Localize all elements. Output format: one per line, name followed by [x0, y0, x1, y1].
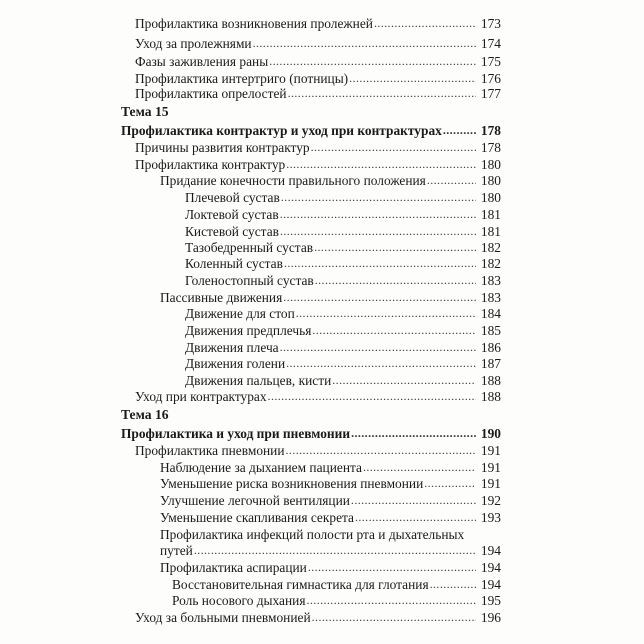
toc-entry-page: 182 — [480, 240, 501, 255]
dot-leader — [355, 510, 476, 525]
toc-entry-page: 194 — [480, 560, 501, 575]
toc-entry-title: Локтевой сустав — [185, 207, 279, 222]
toc-entry-title: Движение для стоп — [185, 306, 295, 321]
toc-entry-page: 196 — [480, 610, 501, 625]
toc-entry-title: Плечевой сустав — [185, 190, 280, 205]
toc-entry — [160, 541, 501, 558]
toc-entry-page: 191 — [480, 476, 501, 491]
toc-entry — [172, 575, 501, 592]
toc-entry-title: Уход за больными пневмонией — [135, 610, 311, 625]
toc-entry — [135, 387, 501, 404]
toc-entry-title: Придание конечности правильного положения — [160, 173, 426, 188]
section-heading: Тема 15 — [121, 104, 169, 119]
toc-entry — [135, 34, 501, 51]
dot-leader — [332, 373, 476, 388]
dot-leader — [286, 443, 476, 458]
toc-entry — [185, 238, 501, 255]
toc-entry-page: 173 — [480, 16, 501, 31]
toc-entry — [135, 138, 501, 155]
toc-entry-page: 178 — [480, 123, 501, 138]
toc-entry-page: 184 — [480, 306, 501, 321]
dot-leader — [281, 190, 476, 205]
toc-entry-title: путей — [160, 543, 193, 558]
section-heading: Тема 16 — [121, 407, 169, 422]
toc-entry-page: 180 — [480, 157, 501, 172]
toc-entry-page: 190 — [480, 426, 501, 441]
toc-entry-page: 178 — [480, 140, 501, 155]
toc-entry-page: 183 — [480, 290, 501, 305]
toc-entry — [160, 288, 501, 305]
toc-entry-page: 188 — [480, 389, 501, 404]
toc-entry-title: Движения предплечья — [185, 323, 312, 338]
toc-entry-title: Профилактика инфекций полости рта и дыхательных — [160, 527, 465, 542]
toc-entry — [160, 171, 501, 188]
toc-entry-page: 183 — [480, 273, 501, 288]
dot-leader — [312, 610, 476, 625]
dot-leader — [363, 460, 476, 475]
toc-entry-page: 185 — [480, 323, 501, 338]
toc-entry-title: Профилактика контрактур и уход при контрактурах — [121, 123, 442, 138]
toc-entry-title: Восстановительная гимнастика для глотания — [172, 577, 429, 592]
toc-entry — [185, 304, 501, 321]
toc-entry-page: 187 — [480, 356, 501, 371]
toc-entry-title: Тазобедренный сустав — [185, 240, 314, 255]
toc-entry — [160, 491, 501, 508]
toc-entry-title: Наблюдение за дыханием пациента — [160, 460, 362, 475]
toc-entry-page: 188 — [480, 373, 501, 388]
toc-entry — [135, 52, 501, 69]
toc-entry — [185, 371, 501, 388]
toc-entry-page: 180 — [480, 173, 501, 188]
toc-entry — [185, 321, 501, 338]
toc-entry — [172, 591, 501, 608]
dot-leader — [280, 207, 476, 222]
dot-leader — [307, 593, 477, 608]
toc-entry-title: Профилактика контрактур — [135, 157, 286, 172]
dot-leader — [280, 224, 476, 239]
toc-entry — [160, 458, 501, 475]
dot-leader — [269, 54, 476, 69]
toc-entry-title: Профилактика интертриго (потницы) — [135, 71, 349, 86]
toc-entry-page: 181 — [480, 224, 501, 239]
toc-entry-page: 175 — [480, 54, 501, 69]
toc-entry-title: Профилактика опрелостей — [135, 86, 287, 101]
toc-entry-page: 194 — [480, 543, 501, 558]
toc-entry-wrapped-first-line — [160, 525, 501, 542]
toc-entry-page: 191 — [480, 460, 501, 475]
dot-leader — [351, 493, 476, 508]
dot-leader — [253, 36, 476, 51]
dot-leader — [351, 426, 476, 441]
dot-leader — [284, 256, 476, 271]
toc-entry-title: Профилактика возникновения пролежней — [135, 16, 373, 31]
toc-entry-title: Движения голени — [185, 356, 286, 371]
toc-entry — [185, 205, 501, 222]
toc-entry-title: Кистевой сустав — [185, 224, 279, 239]
dot-leader — [314, 240, 476, 255]
toc-entry-page: 192 — [480, 493, 501, 508]
toc-entry-title: Профилактика и уход при пневмонии — [121, 426, 351, 441]
toc-entry-page: 180 — [480, 190, 501, 205]
dot-leader — [296, 306, 476, 321]
toc-entry — [160, 508, 501, 525]
dot-leader — [427, 173, 476, 188]
toc-entry — [135, 84, 501, 101]
toc-entry — [160, 558, 501, 575]
dot-leader — [283, 290, 476, 305]
toc-entry — [185, 254, 501, 271]
toc-entry — [185, 338, 501, 355]
dot-leader — [430, 577, 476, 592]
toc-entry-title: Движения пальцев, кисти — [185, 373, 332, 388]
toc-chapter — [121, 121, 501, 138]
toc-entry — [135, 14, 501, 31]
toc-entry-page: 194 — [480, 577, 501, 592]
toc-entry-title: Причины развития контрактур — [135, 140, 310, 155]
dot-leader — [194, 543, 476, 558]
dot-leader — [288, 86, 476, 101]
toc-entry-title: Улучшение легочной вентиляции — [160, 493, 350, 508]
toc-entry-page: 186 — [480, 340, 501, 355]
dot-leader — [280, 340, 476, 355]
toc-entry-page: 176 — [480, 71, 501, 86]
toc-entry-page: 193 — [480, 510, 501, 525]
toc-entry — [135, 155, 501, 172]
toc-entry-title: Профилактика аспирации — [160, 560, 307, 575]
dot-leader — [286, 157, 476, 172]
dot-leader — [311, 140, 476, 155]
toc-entry-title: Роль носового дыхания — [172, 593, 306, 608]
toc-entry — [135, 608, 501, 625]
toc-entry-title: Фазы заживления раны — [135, 54, 269, 69]
dot-leader — [443, 123, 476, 138]
toc-entry-title: Коленный сустав — [185, 256, 283, 271]
toc-chapter — [121, 424, 501, 441]
toc-entry-title: Голеностопный сустав — [185, 273, 314, 288]
toc-entry-page: 174 — [480, 36, 501, 51]
toc-entry-title: Уход за пролежнями — [135, 36, 252, 51]
dot-leader — [268, 389, 476, 404]
toc-entry-title: Движения плеча — [185, 340, 279, 355]
dot-leader — [315, 273, 476, 288]
toc-entry-page: 177 — [480, 86, 501, 101]
toc-entry-title: Уменьшение скапливания секрета — [160, 510, 354, 525]
dot-leader — [424, 476, 476, 491]
toc-entry-title: Профилактика пневмонии — [135, 443, 285, 458]
dot-leader — [312, 323, 476, 338]
dot-leader — [286, 356, 476, 371]
toc-entry-title: Пассивные движения — [160, 290, 283, 305]
toc-entry-page: 181 — [480, 207, 501, 222]
toc-entry-title: Уменьшение риска возникновения пневмонии — [160, 476, 424, 491]
toc-entry — [185, 188, 501, 205]
toc-entry-page: 195 — [480, 593, 501, 608]
toc-entry — [135, 441, 501, 458]
dot-leader — [374, 16, 476, 31]
toc-entry — [160, 474, 501, 491]
toc-entry-page: 182 — [480, 256, 501, 271]
toc-entry-title: Уход при контрактурах — [135, 389, 267, 404]
toc-entry — [185, 222, 501, 239]
toc-entry — [185, 354, 501, 371]
toc-entry — [185, 271, 501, 288]
toc-entry-page: 191 — [480, 443, 501, 458]
dot-leader — [308, 560, 476, 575]
